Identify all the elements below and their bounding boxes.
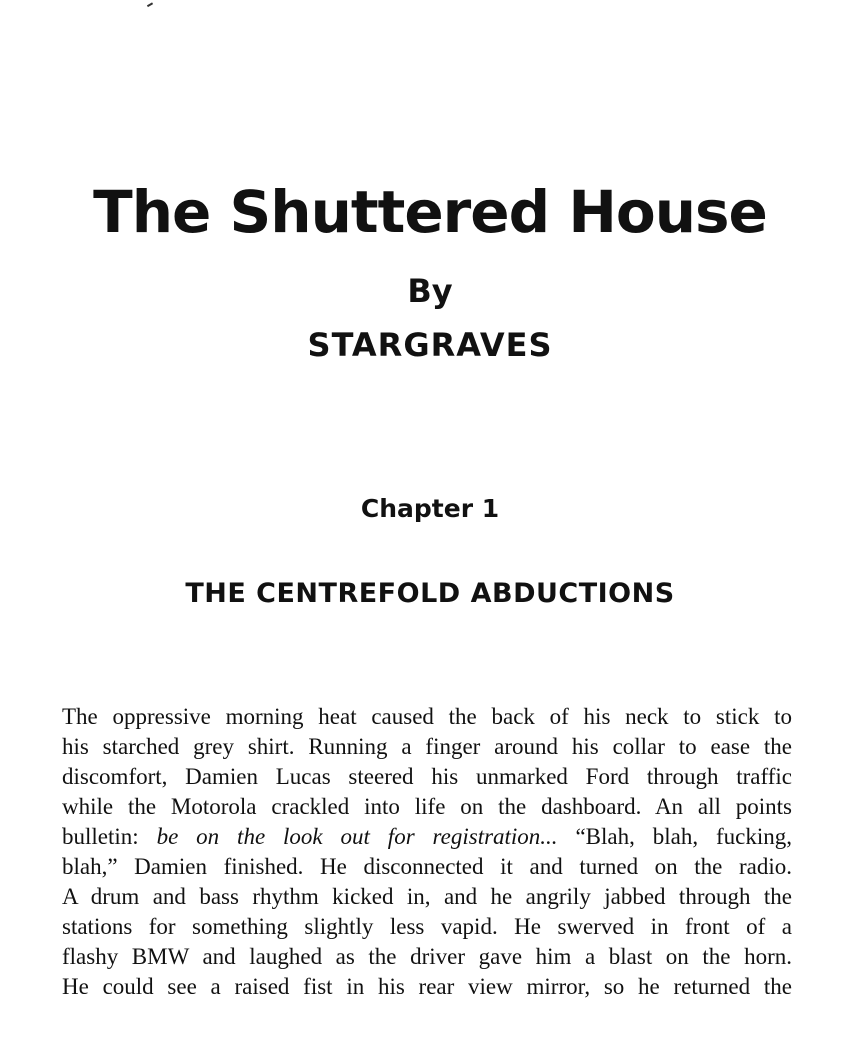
body-text: [62, 702, 792, 1002]
text-line: [62, 822, 792, 852]
text-line: The oppressive morning heat caused the back of his neck to stick to: [62, 704, 792, 729]
book-title: The Shuttered House: [93, 178, 767, 246]
chapter-heading: Chapter 1: [360, 494, 500, 523]
byline-label: By: [407, 272, 453, 310]
text-line: He could see a raised fist in his rear view mirror, so he returned the: [62, 974, 792, 999]
italic-text: be on the look out for registration...: [156, 824, 558, 849]
chapter-title: THE CENTREFOLD ABDUCTIONS: [185, 578, 675, 609]
text-line: while the Motorola crackled into life on the dashboard. An all points: [62, 794, 792, 819]
text-line: stations for something slightly less vapid. He swerved in front of a: [62, 914, 792, 939]
text-segment: bulletin:: [62, 824, 157, 849]
text-line: flashy BMW and laughed as the driver gave him a blast on the horn.: [62, 944, 792, 969]
scan-mark: [145, 0, 153, 7]
text-line: his starched grey shirt. Running a finger around his collar to ease the: [62, 734, 792, 759]
text-line: A drum and bass rhythm kicked in, and he angrily jabbed through the: [62, 884, 792, 909]
author-name: STARGRAVES: [307, 326, 553, 364]
text-line: discomfort, Damien Lucas steered his unmarked Ford through traffic: [62, 764, 792, 789]
text-line: blah,” Damien finished. He disconnected it and turned on the radio.: [62, 854, 792, 879]
text-segment: “Blah, blah, fucking,: [557, 824, 792, 849]
